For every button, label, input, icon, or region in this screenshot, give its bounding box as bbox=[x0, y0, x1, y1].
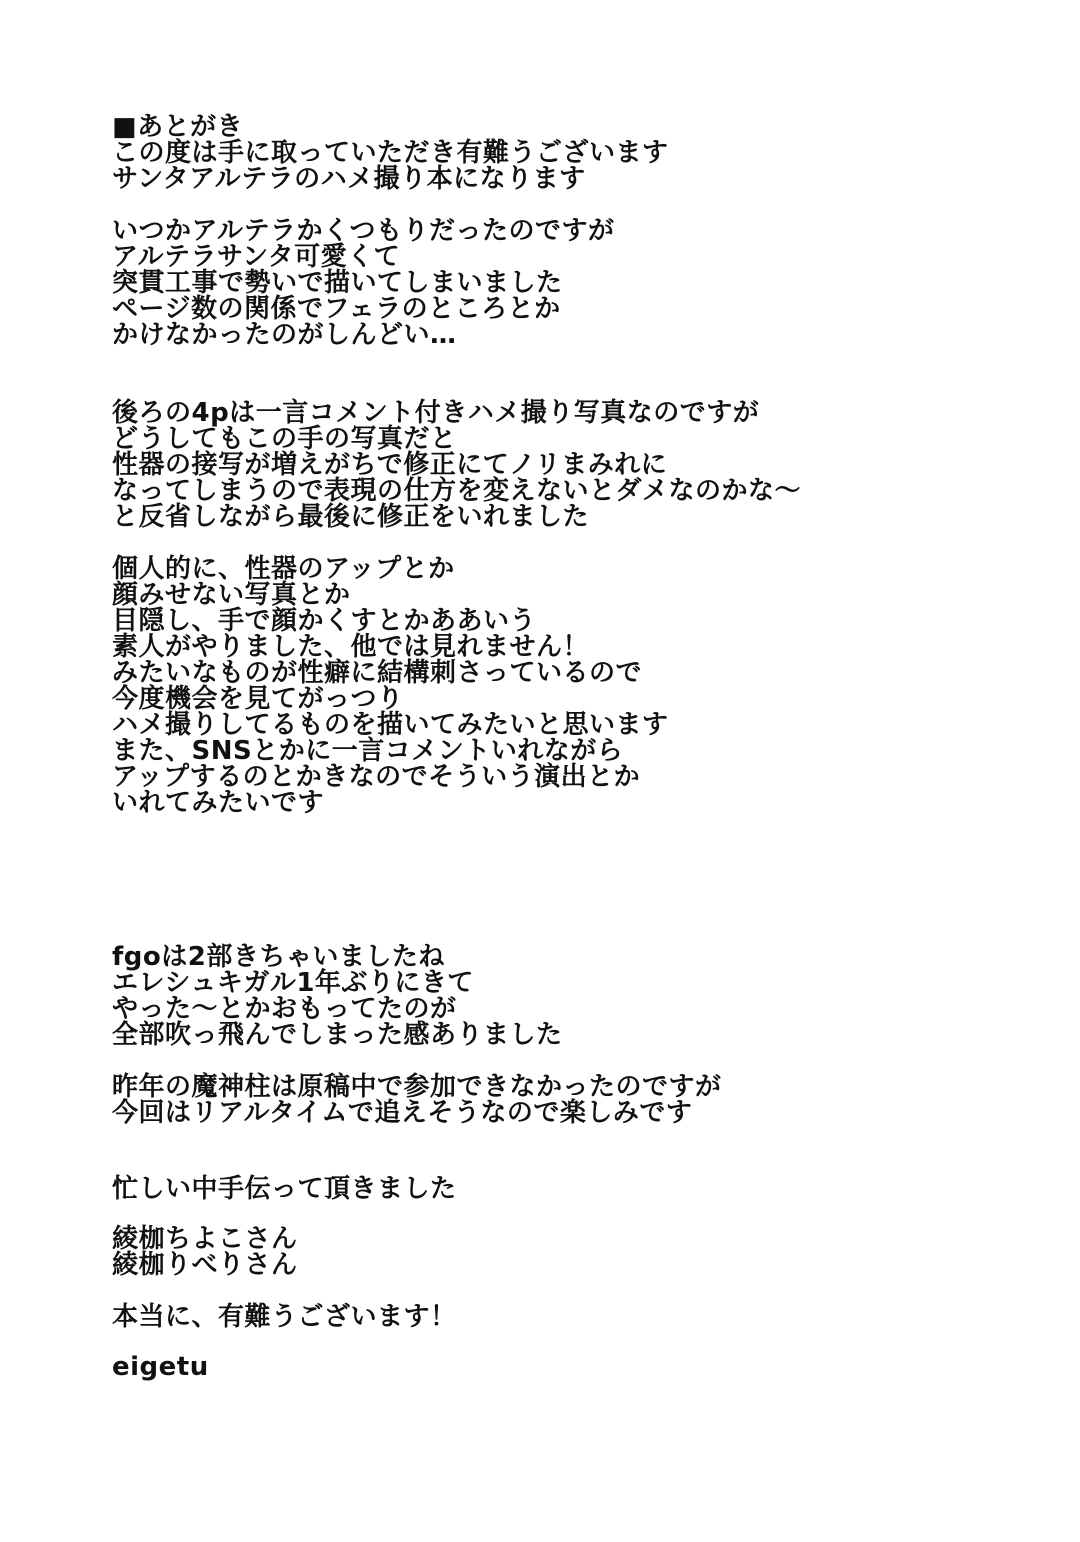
text-line: やった〜とかおもってたのが bbox=[112, 994, 457, 1024]
text-line: と反省しながら最後に修正をいれました bbox=[112, 502, 590, 532]
text-line: 今回はリアルタイムで追えそうなので楽しみです bbox=[112, 1098, 693, 1128]
text-line: 性器の接写が増えがちで修正にてノリまみれに bbox=[112, 450, 668, 480]
text-line: どうしてもこの手の写真だと bbox=[112, 424, 457, 454]
text-line: 綾枷りべりさん bbox=[112, 1250, 298, 1280]
text-line: サンタアルテラのハメ撮り本になります bbox=[112, 164, 586, 194]
text-line: いつかアルテラかくつもりだったのですが bbox=[112, 216, 615, 246]
text-line: 今度機会を見てがっつり bbox=[112, 684, 404, 714]
text-line: 綾枷ちよこさん bbox=[112, 1224, 298, 1254]
text-line: ハメ撮りしてるものを描いてみたいと思います bbox=[112, 710, 669, 740]
text-line: この度は手に取っていただき有難うございます bbox=[112, 138, 669, 168]
text-line: エレシュキガル1年ぶりにきて bbox=[112, 968, 474, 998]
text-line: 本当に、有難うございます！ bbox=[112, 1302, 457, 1332]
text-line: 素人がやりました、他では見れません！ bbox=[112, 632, 590, 662]
text-line: 全部吹っ飛んでしまった感ありました bbox=[112, 1020, 563, 1050]
text-line: なってしまうので表現の仕方を変えないとダメなのかな〜 bbox=[112, 476, 802, 506]
text-line: また、SNSとかに一言コメントいれながら bbox=[112, 736, 624, 766]
text-line: かけなかったのがしんどい… bbox=[112, 320, 457, 350]
text-line: 個人的に、性器のアップとか bbox=[112, 554, 455, 584]
text-line: 目隠し、手で顔かくすとかああいう bbox=[112, 606, 537, 636]
text-line: アルテラサンタ可愛くて bbox=[112, 242, 401, 272]
text-line: 顔みせない写真とか bbox=[112, 580, 351, 610]
afterword-heading: ■あとがき bbox=[112, 112, 244, 142]
text-line: いれてみたいです bbox=[112, 788, 325, 818]
text-line: アップするのとかきなのでそういう演出とか bbox=[112, 762, 641, 792]
text-line: fgoは2部きちゃいましたね bbox=[112, 942, 445, 972]
text-line: 昨年の魔神柱は原稿中で参加できなかったのですが bbox=[112, 1072, 722, 1102]
text-line: 忙しい中手伝って頂きました bbox=[112, 1174, 457, 1204]
text-line: 後ろの4pは一言コメント付きハメ撮り写真なのですが bbox=[112, 398, 760, 428]
text-line: 突貫工事で勢いで描いてしまいました bbox=[112, 268, 563, 298]
author-signature: eigetu bbox=[112, 1352, 209, 1382]
text-line: ページ数の関係でフェラのところとか bbox=[112, 294, 561, 324]
text-line: みたいなものが性癖に結構刺さっているので bbox=[112, 658, 643, 688]
